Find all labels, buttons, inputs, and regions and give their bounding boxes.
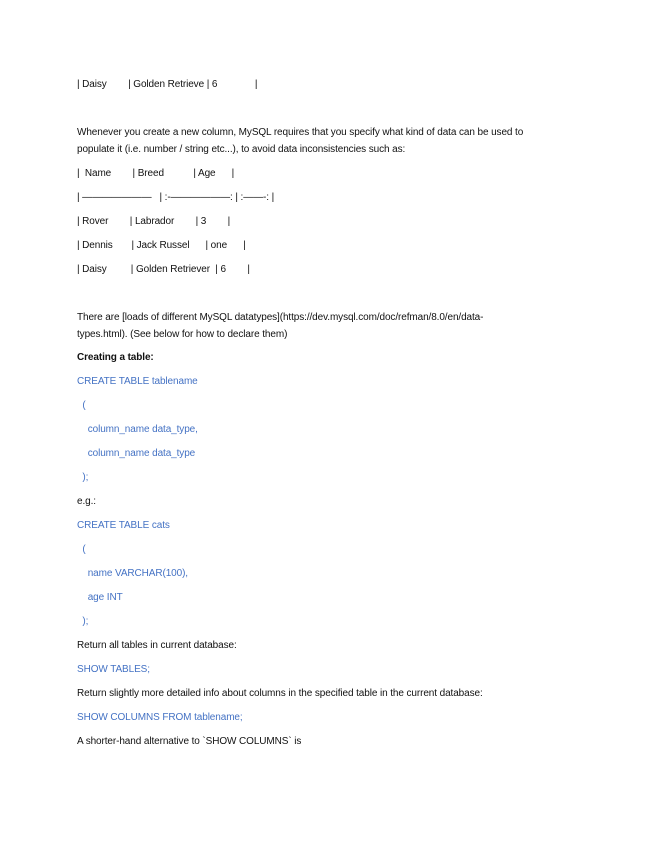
table-separator-row: | ——————— | :-——————: | :——-: | xyxy=(77,192,275,203)
paragraph-line: Whenever you create a new column, MySQL requires that you specify what kind of data can be used to xyxy=(77,127,524,138)
code-line: CREATE TABLE cats xyxy=(77,520,170,531)
code-line: ( xyxy=(77,400,86,411)
table-row: | Dennis | Jack Russel | one | xyxy=(77,240,246,251)
paragraph-line: populate it (i.e. number / string etc...), to avoid data inconsistencies such as: xyxy=(77,144,406,155)
paragraph-line: A shorter-hand alternative to `SHOW COLUMNS` is xyxy=(77,736,302,747)
paragraph-line: Return slightly more detailed info about columns in the specified table in the current database: xyxy=(77,688,483,699)
paragraph-line: Return all tables in current database: xyxy=(77,640,237,651)
code-line: name VARCHAR(100), xyxy=(77,568,188,579)
table-row: | Rover | Labrador | 3 | xyxy=(77,216,231,227)
code-line: ( xyxy=(77,544,86,555)
code-line: ); xyxy=(77,616,89,627)
table-row-daisy-partial: | Daisy | Golden Retrieve | 6 | xyxy=(77,79,258,90)
paragraph-line: There are [loads of different MySQL datatypes](https://dev.mysql.com/doc/refman/8.0/en/data- xyxy=(77,312,484,323)
section-heading: Creating a table: xyxy=(77,352,154,363)
paragraph-line: types.html). (See below for how to declare them) xyxy=(77,329,288,340)
code-line: SHOW COLUMNS FROM tablename; xyxy=(77,712,243,723)
code-line: CREATE TABLE tablename xyxy=(77,376,198,387)
code-line: age INT xyxy=(77,592,123,603)
code-line: column_name data_type, xyxy=(77,424,198,435)
code-line: SHOW TABLES; xyxy=(77,664,150,675)
example-label: e.g.: xyxy=(77,496,96,507)
table-header-row: | Name | Breed | Age | xyxy=(77,168,235,179)
code-line: column_name data_type xyxy=(77,448,196,459)
code-line: ); xyxy=(77,472,89,483)
table-row: | Daisy | Golden Retriever | 6 | xyxy=(77,264,250,275)
